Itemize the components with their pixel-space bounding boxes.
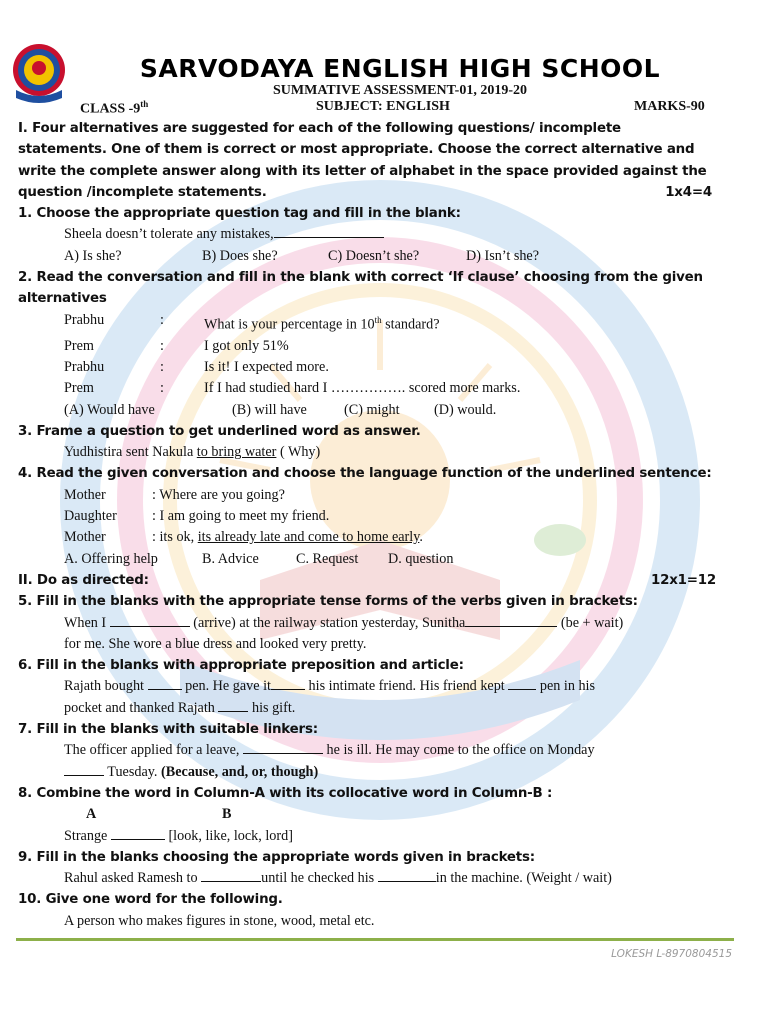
question-6-title: 6. Fill in the blanks with appropriate preposition and article: bbox=[18, 658, 464, 674]
section-1-score: 1x4=4 bbox=[665, 184, 712, 200]
column-b-header: B bbox=[222, 806, 232, 823]
answer-blank bbox=[274, 225, 384, 238]
question-2-title: 2. Read the conversation and fill in the blank with correct ‘If clause’ choosing from the given alternatives bbox=[18, 270, 703, 307]
conversation-line: Prem : If I had studied hard I ……………. scored more marks. bbox=[64, 380, 521, 397]
footer-credit: LOKESH L-8970804515 bbox=[611, 948, 732, 960]
question-3-sentence: Yudhistira sent Nakula to bring water ( Why) bbox=[64, 444, 321, 461]
question-1-sentence: Sheela doesn’t tolerate any mistakes, bbox=[18, 224, 730, 245]
column-headers bbox=[18, 804, 730, 825]
question-7-line: Tuesday. (Because, and, or, though) bbox=[18, 762, 730, 783]
question-1-options: A) Is she? B) Does she? C) Doesn’t she? D) Isn’t she? bbox=[64, 247, 540, 264]
answer-blank bbox=[218, 699, 248, 712]
question-1-title: 1. Choose the appropriate question tag and fill in the blank: bbox=[18, 206, 461, 222]
question-8-title: 8. Combine the word in Column-A with its collocative word in Column-B : bbox=[18, 785, 553, 801]
question-5-line: for me. She wore a blue dress and looked very pretty. bbox=[64, 635, 367, 652]
conversation-line: Daughter : I am going to meet my friend. bbox=[64, 508, 330, 525]
class-label: CLASS -9th bbox=[80, 99, 149, 117]
conversation-line: Mother : Where are you going? bbox=[64, 486, 285, 503]
answer-blank bbox=[465, 614, 557, 627]
answer-blank bbox=[508, 677, 536, 690]
question-6-line: pocket and thanked Rajath his gift. bbox=[64, 699, 296, 716]
question-4-options: A. Offering help B. Advice C. Request D. question bbox=[64, 550, 454, 567]
question-7-line: The officer applied for a leave, he is ill. He may come to the office on Monday bbox=[64, 742, 595, 759]
answer-blank bbox=[148, 677, 182, 690]
answer-blank bbox=[201, 869, 261, 882]
section-2-score: 12x1=12 bbox=[650, 572, 716, 588]
section-2-header: II. Do as directed: 12x1=12 bbox=[18, 570, 730, 591]
question-10-title: 10. Give one word for the following. bbox=[18, 892, 283, 908]
footer-divider bbox=[16, 938, 734, 941]
question-7-title: 7. Fill in the blanks with suitable linkers: bbox=[18, 722, 318, 738]
question-5-title: 5. Fill in the blanks with the appropriate tense forms of the verbs given in brackets: bbox=[18, 594, 638, 610]
question-5-line: When I (arrive) at the railway station yesterday, Sunitha (be + wait) bbox=[64, 614, 624, 631]
subject-label: SUBJECT: ENGLISH bbox=[316, 99, 450, 114]
answer-blank bbox=[243, 741, 323, 754]
exam-title: SUMMATIVE ASSESSMENT-01, 2019-20 bbox=[273, 83, 527, 98]
section-1-instruction-line: write the complete answer along with its letter of alphabet in the space provided against the bbox=[18, 163, 707, 179]
conversation-line: Prabhu : Is it! I expected more. bbox=[64, 359, 329, 375]
marks-label: MARKS-90 bbox=[634, 99, 705, 114]
school-logo bbox=[10, 42, 68, 108]
section-1-instruction-line: statements. One of them is correct or most appropriate. Choose the correct alternative and bbox=[18, 142, 695, 158]
answer-blank bbox=[111, 827, 165, 840]
section-1-instruction-line: I. Four alternatives are suggested for each of the following questions/ incomplete bbox=[18, 121, 621, 136]
answer-blank bbox=[110, 614, 190, 627]
question-10-line: A person who makes figures in stone, wood, metal etc. bbox=[64, 912, 375, 929]
question-3-title: 3. Frame a question to get underlined word as answer. bbox=[18, 423, 421, 439]
question-2-options: (A) Would have (B) will have (C) might (D) would. bbox=[64, 401, 497, 418]
conversation-line: Mother : its ok, its already late and come to home early. bbox=[64, 529, 423, 546]
question-9-line: Rahul asked Ramesh to until he checked his in the machine. (Weight / wait) bbox=[64, 870, 612, 887]
question-6-line: Rajath bought pen. He gave it his intimate friend. His friend kept pen in his bbox=[64, 678, 596, 695]
conversation-line: Prabhu : What is your percentage in 10th standard? bbox=[64, 311, 440, 333]
school-name: SARVODAYA ENGLISH HIGH SCHOOL bbox=[139, 54, 661, 83]
question-4-title: 4. Read the given conversation and choose the language function of the underlined sentence: bbox=[18, 466, 712, 482]
answer-blank bbox=[378, 869, 436, 882]
questions bbox=[18, 118, 730, 932]
question-9-title: 9. Fill in the blanks choosing the appropriate words given in brackets: bbox=[18, 849, 535, 865]
answer-blank bbox=[64, 763, 104, 776]
question-8-line: Strange [look, like, lock, lord] bbox=[64, 827, 293, 844]
conversation-line: Prem : I got only 51% bbox=[64, 337, 289, 354]
section-1-instruction-last: question /incomplete statements. 1x4=4 bbox=[18, 182, 730, 203]
answer-blank bbox=[271, 677, 305, 690]
column-a-header: A bbox=[86, 806, 97, 823]
